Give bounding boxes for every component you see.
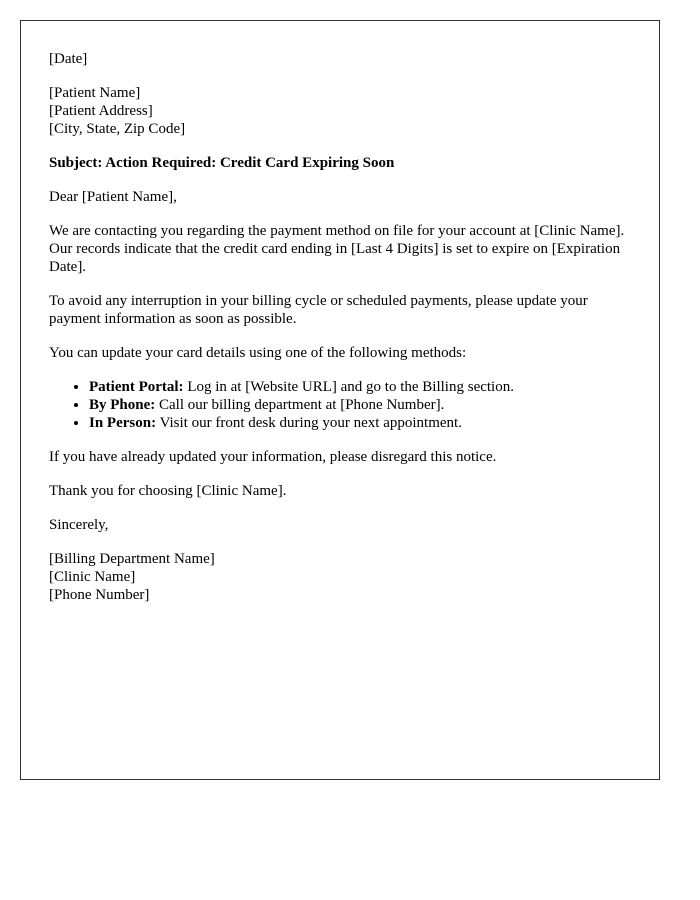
method-text: Call our billing department at [Phone Number]. <box>155 397 445 413</box>
recipient-city-state-zip: [City, State, Zip Code] <box>49 121 186 137</box>
signature-department: [Billing Department Name] <box>49 551 215 567</box>
recipient-name: [Patient Name] <box>49 85 141 101</box>
method-label: In Person: <box>89 415 157 431</box>
recipient-block <box>49 84 639 138</box>
method-by-phone <box>89 396 639 414</box>
subject-line: Subject: Action Required: Credit Card Expiring Soon <box>49 155 395 171</box>
letter-date: [Date] <box>49 51 88 67</box>
salutation: Dear [Patient Name], <box>49 189 177 205</box>
signature-block <box>49 550 639 604</box>
method-label: Patient Portal: <box>89 379 184 395</box>
paragraph-update-request: To avoid any interruption in your billing cycle or scheduled payments, please update your payment information as soon as possible. <box>49 293 588 327</box>
method-text: Log in at [Website URL] and go to the Billing section. <box>183 379 514 395</box>
recipient-address: [Patient Address] <box>49 103 153 119</box>
paragraph-methods-intro: You can update your card details using one of the following methods: <box>49 345 467 361</box>
closing: Sincerely, <box>49 517 109 533</box>
update-methods-list <box>49 378 639 432</box>
paragraph-account-notice: We are contacting you regarding the payment method on file for your account at [Clinic Name]. Our records indicate that the credit card ending in [Last 4 Digits] is set to expire on [Expiration Date]. <box>49 223 625 275</box>
method-patient-portal <box>89 378 639 396</box>
paragraph-thanks: Thank you for choosing [Clinic Name]. <box>49 483 287 499</box>
signature-phone: [Phone Number] <box>49 587 150 603</box>
paragraph-disregard: If you have already updated your information, please disregard this notice. <box>49 449 497 465</box>
letter-content <box>49 50 639 620</box>
method-text: Visit our front desk during your next appointment. <box>156 415 462 431</box>
method-label: By Phone: <box>89 397 156 413</box>
letter-page <box>20 20 660 780</box>
method-in-person <box>89 414 639 432</box>
signature-clinic: [Clinic Name] <box>49 569 136 585</box>
